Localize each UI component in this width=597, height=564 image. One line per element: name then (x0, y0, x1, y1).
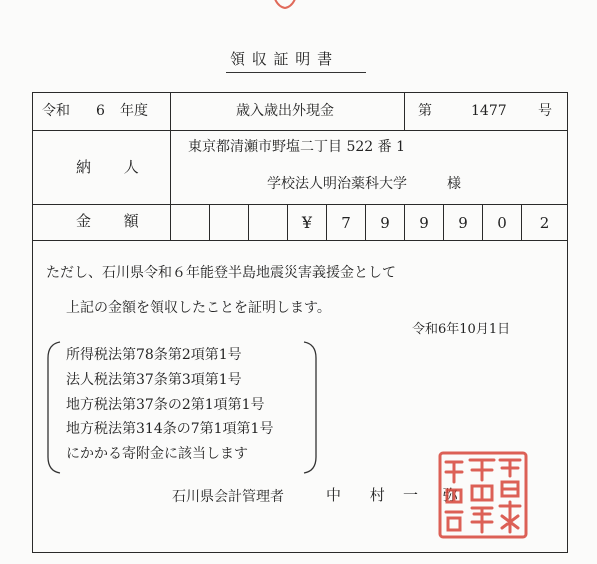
receipt-number: 1477 (471, 103, 507, 119)
document-title: 領 収 証 明 書 (230, 50, 334, 68)
table-right-border (567, 92, 568, 553)
title-underline (226, 72, 366, 73)
tax-line-1: 所得税法第78条第2項第1号 (66, 347, 242, 363)
left-bracket (44, 340, 62, 475)
fiscal-era: 令和 (42, 103, 70, 119)
amount-digit-4: 7 (341, 213, 351, 232)
payer-label: 納 人 (76, 158, 153, 176)
number-prefix: 第 (418, 103, 432, 119)
fiscal-year-suffix: 年度 (120, 103, 148, 119)
issue-date: 令和6年10月1日 (412, 322, 511, 337)
signer-role: 石川県会計管理者 (172, 489, 284, 505)
payer-honorific: 様 (447, 176, 461, 192)
top-seal-mark (268, 0, 302, 12)
row1-divider-a (170, 92, 171, 130)
amount-digit-2 (249, 205, 287, 240)
tax-line-2: 法人税法第37条第3項第1号 (66, 372, 242, 388)
amount-label: 金 額 (76, 212, 153, 230)
amount-digit-5: 9 (380, 213, 390, 232)
purpose-line: ただし、石川県令和６年能登半島地震災害義援金として (46, 265, 396, 281)
row-divider-1 (32, 130, 568, 131)
table-top-border (32, 92, 568, 93)
tax-line-4: 地方税法第314条の7第1項第1号 (66, 421, 274, 437)
table-bottom-border (32, 552, 568, 553)
row-divider-3 (32, 240, 568, 241)
fiscal-year-number: 6 (96, 103, 105, 119)
account-name: 歳入歳出外現金 (236, 103, 334, 119)
certification-line: 上記の金額を領収したことを証明します。 (66, 300, 331, 316)
signer-given-name: 一 弥 (403, 486, 468, 504)
official-seal (436, 450, 530, 540)
amount-yen-sign: ¥ (301, 213, 313, 232)
amount-digit-0 (171, 205, 209, 240)
payer-name: 学校法人明治薬科大学 (267, 176, 407, 192)
row1-divider-b (404, 92, 405, 130)
table-left-border (32, 92, 33, 553)
amount-digit-7: 9 (458, 213, 468, 232)
tax-line-3: 地方税法第37条の2第1項第1号 (66, 397, 265, 413)
right-bracket (302, 340, 320, 475)
amount-digit-8: 0 (497, 213, 507, 232)
amount-digit-9: 2 (539, 213, 550, 232)
amount-digit-1 (210, 205, 248, 240)
row2-divider (170, 130, 171, 204)
tax-line-5: にかかる寄附金に該当します (66, 446, 248, 462)
signer-surname: 中 村 (326, 486, 397, 504)
number-suffix: 号 (538, 103, 552, 119)
payer-address: 東京都清瀬市野塩二丁目 522 番 1 (188, 139, 405, 155)
amount-digit-6: 9 (419, 213, 429, 232)
